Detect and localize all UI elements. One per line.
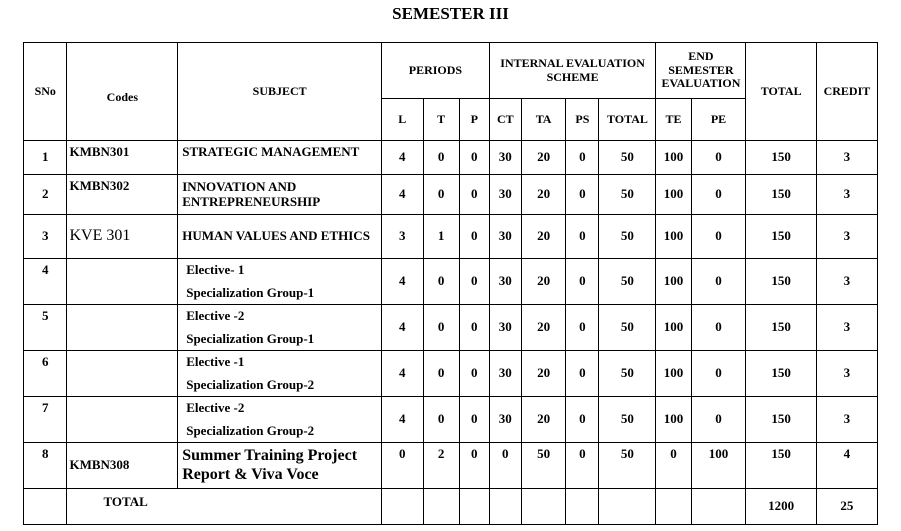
row-int-total: 50 — [599, 443, 656, 489]
header-p: P — [459, 99, 489, 141]
row-ps: 0 — [566, 175, 599, 215]
row-p: 0 — [459, 305, 489, 351]
row-credit: 3 — [816, 215, 877, 259]
grand-total: 1200 — [746, 489, 816, 525]
row-ps: 0 — [566, 397, 599, 443]
row-subject: STRATEGIC MANAGEMENT — [178, 141, 382, 175]
row-t: 0 — [423, 259, 459, 305]
row-te: 100 — [656, 351, 691, 397]
row-ta: 20 — [521, 397, 566, 443]
row-ps: 0 — [566, 443, 599, 489]
row-subject: INNOVATION AND ENTREPRENEURSHIP — [178, 175, 382, 215]
row-pe: 0 — [691, 141, 746, 175]
row-l: 4 — [382, 397, 423, 443]
row-ps: 0 — [566, 215, 599, 259]
row-t: 1 — [423, 215, 459, 259]
row-credit: 3 — [816, 397, 877, 443]
row-ct: 30 — [489, 215, 521, 259]
row-credit: 3 — [816, 305, 877, 351]
row-te: 100 — [656, 141, 691, 175]
row-te: 0 — [656, 443, 691, 489]
row-l: 4 — [382, 305, 423, 351]
row-sno: 6 — [24, 351, 67, 397]
row-pe: 0 — [691, 305, 746, 351]
subject-line: Specialization Group-2 — [186, 376, 315, 392]
row-l: 4 — [382, 351, 423, 397]
header-ps: PS — [566, 99, 599, 141]
row-pe: 0 — [691, 351, 746, 397]
row-credit: 3 — [816, 141, 877, 175]
row-ct: 30 — [489, 141, 521, 175]
header-l: L — [382, 99, 423, 141]
table-row — [24, 305, 878, 351]
row-p: 0 — [459, 351, 489, 397]
row-total: 150 — [746, 351, 816, 397]
header-te: TE — [656, 99, 691, 141]
row-ta: 20 — [521, 259, 566, 305]
row-ct: 0 — [489, 443, 521, 489]
row-te: 100 — [656, 259, 691, 305]
row-subject: Summer Training Project Report & Viva Voce — [178, 443, 382, 489]
row-ps: 0 — [566, 141, 599, 175]
row-int-total: 50 — [599, 215, 656, 259]
row-l: 0 — [382, 443, 423, 489]
grand-credit: 25 — [816, 489, 877, 525]
row-credit: 3 — [816, 351, 877, 397]
header-sno: SNo — [24, 43, 67, 141]
header-codes: Codes — [67, 43, 178, 141]
table-row — [24, 443, 878, 489]
row-code: KMBN301 — [67, 141, 178, 175]
row-int-total: 50 — [599, 397, 656, 443]
subject-line: Specialization Group-2 — [186, 422, 315, 438]
row-code — [67, 397, 178, 443]
header-pe: PE — [691, 99, 746, 141]
row-subject — [178, 397, 382, 443]
row-ct: 30 — [489, 305, 521, 351]
total-row — [24, 489, 878, 525]
row-te: 100 — [656, 397, 691, 443]
row-t: 0 — [423, 175, 459, 215]
row-subject: HUMAN VALUES AND ETHICS — [178, 215, 382, 259]
total-label: TOTAL — [67, 489, 382, 525]
row-total: 150 — [746, 141, 816, 175]
row-ps: 0 — [566, 305, 599, 351]
row-t: 0 — [423, 305, 459, 351]
row-credit: 3 — [816, 259, 877, 305]
subject-line: Specialization Group-1 — [186, 330, 315, 346]
row-int-total: 50 — [599, 351, 656, 397]
row-ta: 20 — [521, 305, 566, 351]
row-ct: 30 — [489, 351, 521, 397]
header-periods: PERIODS — [382, 43, 490, 99]
header-total: TOTAL — [746, 43, 816, 141]
row-p: 0 — [459, 215, 489, 259]
row-ta: 50 — [521, 443, 566, 489]
row-total: 150 — [746, 443, 816, 489]
subject-line: Elective -2 — [186, 307, 245, 323]
subject-line: Elective- 1 — [186, 261, 245, 277]
row-ta: 20 — [521, 141, 566, 175]
subject-line: Elective -2 — [186, 399, 245, 415]
header-t: T — [423, 99, 459, 141]
table-row — [24, 259, 878, 305]
row-t: 0 — [423, 397, 459, 443]
header-end-line3: EVALUATION — [661, 76, 741, 91]
row-ct: 30 — [489, 175, 521, 215]
row-total: 150 — [746, 175, 816, 215]
header-end-line2: SEMESTER — [668, 62, 734, 77]
row-pe: 0 — [691, 215, 746, 259]
row-credit: 3 — [816, 175, 877, 215]
row-p: 0 — [459, 175, 489, 215]
table-row — [24, 351, 878, 397]
row-l: 4 — [382, 259, 423, 305]
row-ct: 30 — [489, 259, 521, 305]
row-ps: 0 — [566, 259, 599, 305]
row-int-total: 50 — [599, 141, 656, 175]
row-l: 3 — [382, 215, 423, 259]
row-p: 0 — [459, 443, 489, 489]
semester-table — [23, 42, 878, 525]
row-pe: 100 — [691, 443, 746, 489]
row-p: 0 — [459, 141, 489, 175]
subject-line: Specialization Group-1 — [186, 284, 315, 300]
row-pe: 0 — [691, 259, 746, 305]
header-subject: SUBJECT — [178, 43, 382, 141]
row-te: 100 — [656, 175, 691, 215]
row-code: KVE 301 — [67, 215, 178, 259]
row-p: 0 — [459, 397, 489, 443]
row-total: 150 — [746, 215, 816, 259]
row-t: 0 — [423, 141, 459, 175]
row-sno: 2 — [24, 175, 67, 215]
row-ct: 30 — [489, 397, 521, 443]
table-row — [24, 141, 878, 175]
row-total: 150 — [746, 259, 816, 305]
header-internal-evaluation: INTERNAL EVALUATION SCHEME — [489, 43, 656, 99]
row-subject — [178, 351, 382, 397]
row-code: KMBN302 — [67, 175, 178, 215]
header-int-total: TOTAL — [599, 99, 656, 141]
row-sno: 3 — [24, 215, 67, 259]
header-ta: TA — [521, 99, 566, 141]
row-t: 0 — [423, 351, 459, 397]
row-sno: 5 — [24, 305, 67, 351]
row-int-total: 50 — [599, 305, 656, 351]
row-code: KMBN308 — [67, 443, 178, 489]
row-sno: 7 — [24, 397, 67, 443]
header-end-line1: END — [688, 48, 714, 63]
row-total: 150 — [746, 397, 816, 443]
row-code — [67, 351, 178, 397]
row-l: 4 — [382, 141, 423, 175]
row-subject — [178, 259, 382, 305]
row-subject — [178, 305, 382, 351]
table-row — [24, 215, 878, 259]
row-ta: 20 — [521, 351, 566, 397]
row-sno: 8 — [24, 443, 67, 489]
row-t: 2 — [423, 443, 459, 489]
header-credit: CREDIT — [816, 43, 877, 141]
row-ta: 20 — [521, 175, 566, 215]
row-sno: 4 — [24, 259, 67, 305]
row-total: 150 — [746, 305, 816, 351]
subject-line: Elective -1 — [186, 353, 245, 369]
row-credit: 4 — [816, 443, 877, 489]
row-ta: 20 — [521, 215, 566, 259]
row-pe: 0 — [691, 397, 746, 443]
row-sno: 1 — [24, 141, 67, 175]
header-ct: CT — [489, 99, 521, 141]
table-row — [24, 397, 878, 443]
row-p: 0 — [459, 259, 489, 305]
row-te: 100 — [656, 305, 691, 351]
row-code — [67, 305, 178, 351]
row-l: 4 — [382, 175, 423, 215]
table-row — [24, 175, 878, 215]
row-pe: 0 — [691, 175, 746, 215]
page-title: SEMESTER III — [392, 4, 509, 23]
row-int-total: 50 — [599, 175, 656, 215]
header-end-semester-evaluation — [656, 43, 746, 99]
row-ps: 0 — [566, 351, 599, 397]
row-te: 100 — [656, 215, 691, 259]
header-row-top — [24, 43, 878, 99]
row-int-total: 50 — [599, 259, 656, 305]
row-code — [67, 259, 178, 305]
